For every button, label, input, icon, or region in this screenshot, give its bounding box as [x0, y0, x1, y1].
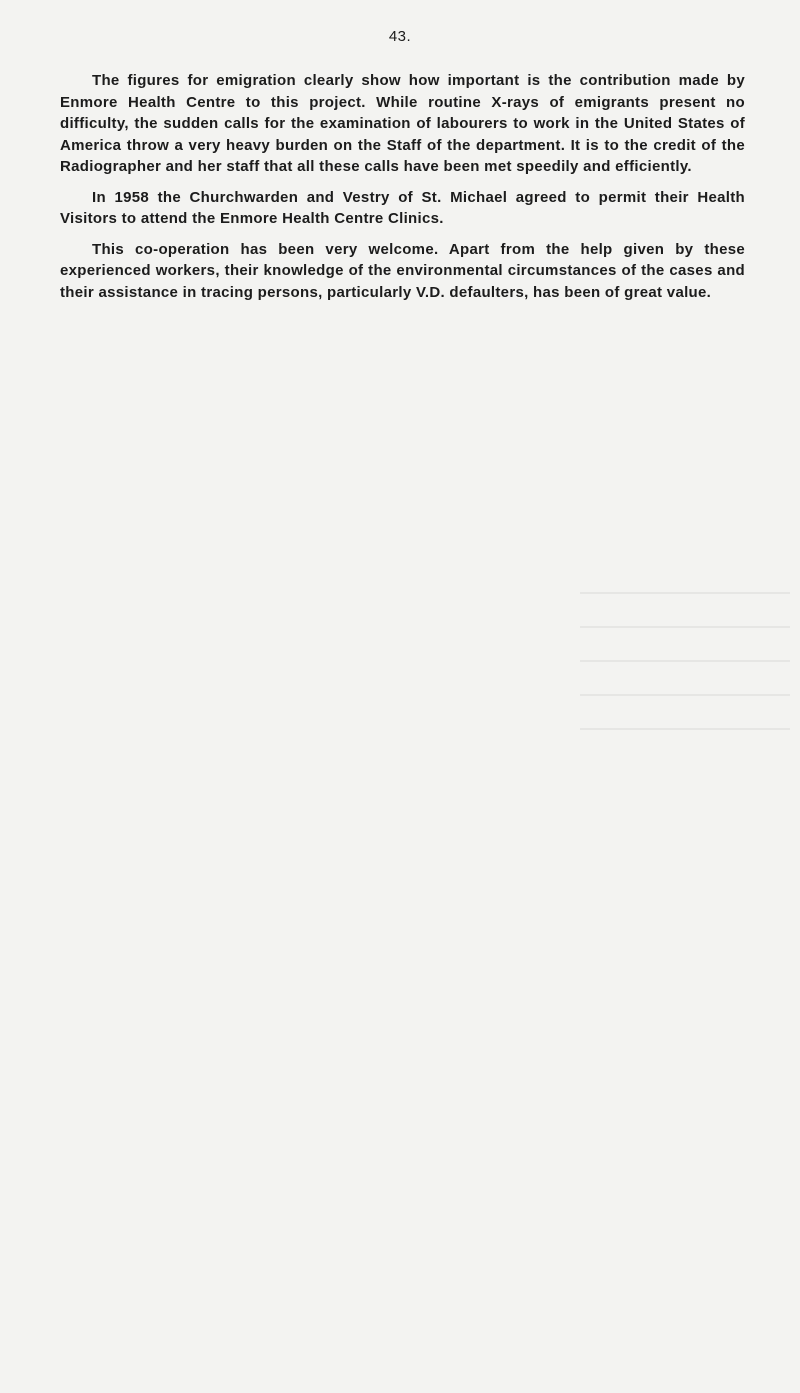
- show-through-artifact: [580, 560, 790, 820]
- paragraph-emigration: [60, 70, 745, 178]
- show-through-line: [580, 626, 790, 628]
- paragraph-cooperation-text: This co-operation has been very welcome. Apart from the help given by these experienced workers, their knowledge of the environmental circumstances of the cases and their assistance in tracing persons, particularly V.D. defaulters, has been of great value.: [60, 240, 745, 301]
- show-through-line: [580, 694, 790, 696]
- paragraph-cooperation: [60, 239, 745, 304]
- show-through-line: [580, 660, 790, 662]
- show-through-line: [580, 592, 790, 594]
- page-number: 43.: [388, 28, 412, 45]
- show-through-line: [580, 728, 790, 730]
- paragraph-health-visitors: [60, 187, 745, 230]
- paragraph-health-visitors-text: In 1958 the Churchwarden and Vestry of St. Michael agreed to permit their Health Visitors to attend the Enmore Health Centre Clinics.: [60, 188, 745, 227]
- body-text: [60, 70, 745, 312]
- paragraph-emigration-text: The figures for emigration clearly show how important is the contribution made by Enmore Health Centre to this project. While routine X-rays of emigrants present no difficulty, the sudden calls for the examination of labourers to work in the United States of America throw a very heavy burden on the Staff of the department. It is to the credit of the Radiographer and her staff that all these calls have been met speedily and efficiently.: [60, 72, 745, 175]
